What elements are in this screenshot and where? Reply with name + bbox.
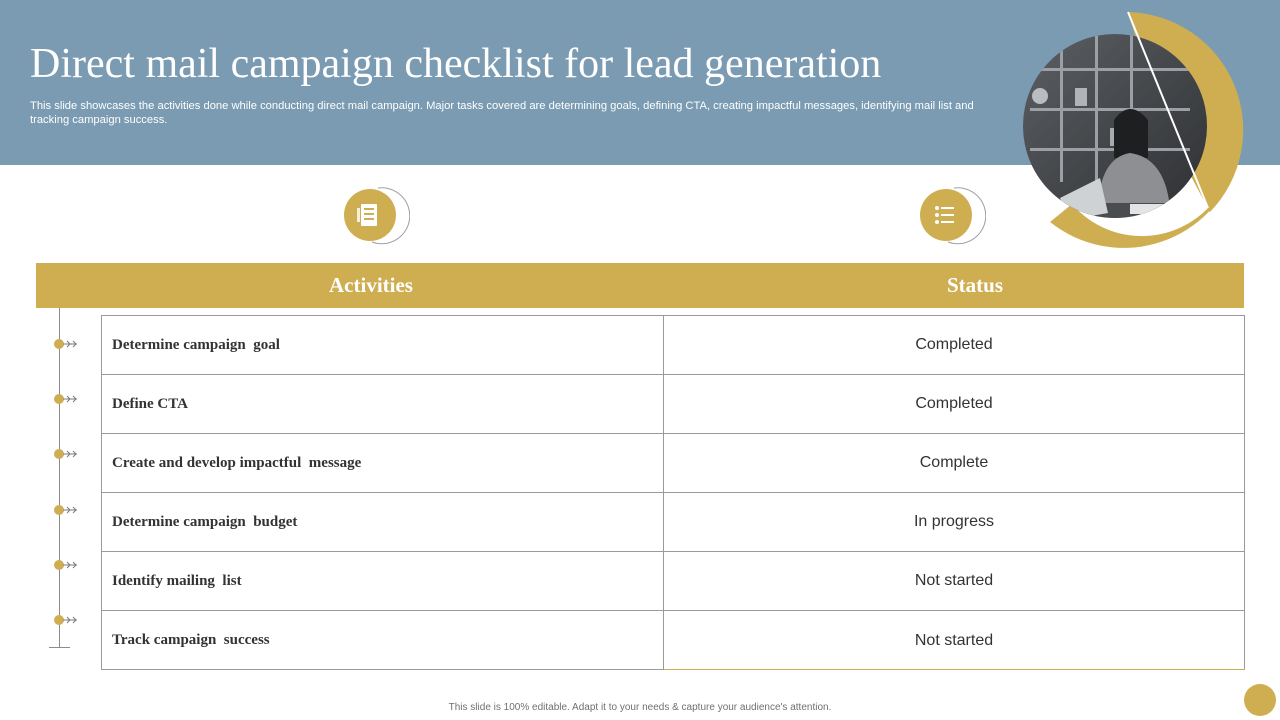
status-cell: Completed — [915, 336, 993, 353]
footer-note: This slide is 100% editable. Adapt it to your needs & capture your audience's attention. — [448, 702, 832, 713]
timeline-base — [49, 647, 70, 648]
timeline-marker-icon — [53, 392, 79, 404]
table-row — [102, 434, 1244, 493]
status-cell: Complete — [919, 454, 989, 471]
status-cell: Not started — [914, 631, 994, 649]
timeline-marker-icon — [53, 447, 79, 459]
woman-at-laptop-photo — [1020, 8, 1256, 252]
timeline-marker-icon — [53, 558, 79, 570]
status-cell: Not started — [914, 572, 994, 589]
activity-cell: Determine campaign budget — [102, 493, 664, 551]
corner-decoration — [1244, 684, 1276, 716]
table-bottom-accent — [664, 669, 1245, 670]
table-header-bar — [36, 263, 1244, 308]
activity-cell: Track campaign success — [102, 611, 664, 670]
activity-cell: Create and develop impactful message — [102, 434, 664, 492]
slide-title: Direct mail campaign checklist for lead generation — [30, 41, 882, 87]
activity-cell: Identify mailing list — [102, 552, 664, 610]
checklist-table — [101, 315, 1245, 670]
timeline-marker-icon — [53, 337, 79, 349]
checklist-icon — [916, 184, 986, 246]
table-row — [102, 611, 1244, 670]
slide-subtitle: This slide showcases the activities done while conducting direct mail campaign. Major tasks covered are determining goals, defining CTA, creating impactful messages, identifying mail list and tracking campaign success. — [30, 100, 974, 126]
table-row — [102, 316, 1244, 375]
activity-cell: Determine campaign goal — [102, 316, 664, 374]
activity-cell: Define CTA — [102, 375, 664, 433]
activities-header: Activities — [329, 273, 413, 297]
timeline-marker-icon — [53, 503, 79, 515]
timeline-line — [59, 308, 60, 648]
status-header: Status — [946, 273, 1004, 297]
table-row — [102, 375, 1244, 434]
status-cell: In progress — [913, 513, 995, 530]
table-row — [102, 493, 1244, 552]
document-list-icon — [340, 184, 410, 246]
table-row — [102, 552, 1244, 611]
status-cell: Completed — [915, 395, 993, 412]
timeline-marker-icon — [53, 613, 79, 625]
